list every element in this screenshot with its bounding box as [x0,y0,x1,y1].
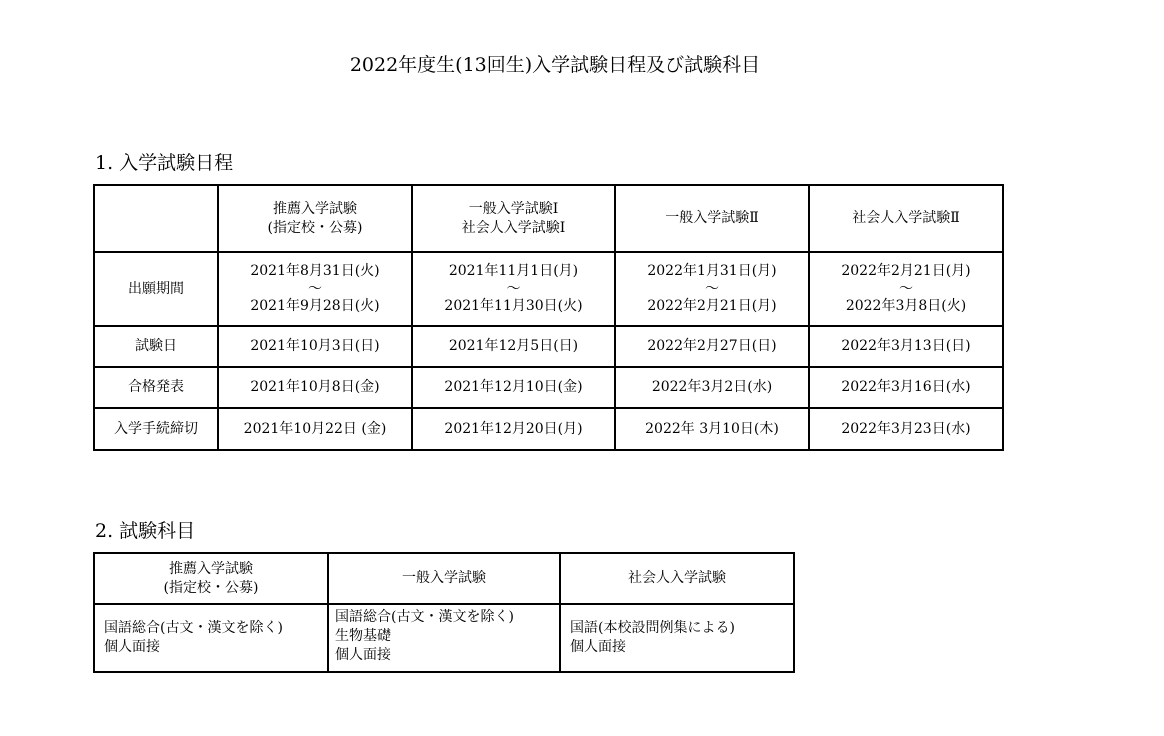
date-range-tilde: ～ [308,281,322,297]
table-cell: 2021年12月20日(月) [412,408,615,450]
column-header-line: 一般入学試験 [402,570,486,586]
date-start: 2021年11月1日(月) [448,263,579,279]
date-end: 2022年3月8日(火) [845,298,967,314]
column-header-line: (指定校・公募) [163,579,259,596]
table-cell: 2022年 3月10日(木) [615,408,809,450]
column-header-line: 推薦入学試験 [273,200,357,217]
date-start: 2022年2月21日(月) [841,263,971,279]
date-range-tilde: ～ [506,281,521,297]
table-cell [328,604,560,672]
subject-item: 生物基礎 [335,628,391,644]
table-cell: 2021年10月3日(日) [218,326,412,367]
row-label: 試験日 [94,326,218,367]
subject-item: 個人面接 [570,639,626,655]
column-header [615,185,809,252]
column-header-line: 推薦入学試験 [169,560,253,577]
date-end: 2022年2月21日(月) [647,298,777,314]
table-cell: 2022年3月16日(水) [809,367,1003,408]
subject-item: 国語(本校設問例集による) [570,620,735,636]
table-cell [94,604,328,672]
column-header [412,185,615,252]
table-row [94,252,1003,326]
section-heading-schedule: 1. 入学試験日程 [95,152,234,174]
section-heading-subjects: 2. 試験科目 [95,520,196,542]
subjects-table [93,552,795,673]
row-label: 合格発表 [94,367,218,408]
row-label: 入学手続締切 [94,408,218,450]
row-label: 出願期間 [94,252,218,326]
table-cell [560,604,794,672]
column-header-line: 一般入学試験Ⅰ [468,200,559,217]
date-end: 2021年9月28日(火) [250,298,380,314]
date-start: 2022年1月31日(月) [647,263,777,279]
column-header-line: 社会人入学試験Ⅱ [852,210,960,226]
column-header-line: (指定校・公募) [267,219,363,236]
column-header [94,553,328,604]
date-range-tilde: ～ [899,281,913,297]
table-cell [412,252,615,326]
page-title: 2022年度生(13回生)入学試験日程及び試験科目 [349,54,761,76]
table-row [94,326,1003,367]
subject-item: 個人面接 [104,639,160,655]
schedule-table [93,184,1004,451]
subject-item: 個人面接 [335,647,391,663]
table-cell: 2022年3月23日(水) [809,408,1003,450]
column-header [328,553,560,604]
table-cell: 2021年12月5日(日) [412,326,615,367]
date-start: 2021年8月31日(火) [250,263,380,279]
column-header-line: 社会人入学試験 [628,570,726,586]
column-header-line: 社会人入学試験Ⅰ [461,219,566,236]
table-cell: 2022年3月2日(水) [615,367,809,408]
corner-cell [94,185,218,252]
subject-item: 国語総合(古文・漢文を除く) [104,620,283,636]
subject-item: 国語総合(古文・漢文を除く) [335,609,514,625]
table-row [94,185,1003,252]
table-cell: 2022年2月27日(日) [615,326,809,367]
date-end: 2021年11月30日(火) [444,298,583,314]
table-cell: 2021年10月22日 (金) [218,408,412,450]
table-row [94,408,1003,450]
column-header [809,185,1003,252]
column-header-line: 一般入学試験Ⅱ [665,210,759,226]
table-row [94,553,794,604]
table-row [94,604,794,672]
table-row [94,367,1003,408]
table-cell [218,252,412,326]
column-header [560,553,794,604]
table-cell: 2021年10月8日(金) [218,367,412,408]
table-cell: 2022年3月13日(日) [809,326,1003,367]
table-cell [615,252,809,326]
date-range-tilde: ～ [705,281,719,297]
column-header [218,185,412,252]
table-cell: 2021年12月10日(金) [412,367,615,408]
table-cell [809,252,1003,326]
